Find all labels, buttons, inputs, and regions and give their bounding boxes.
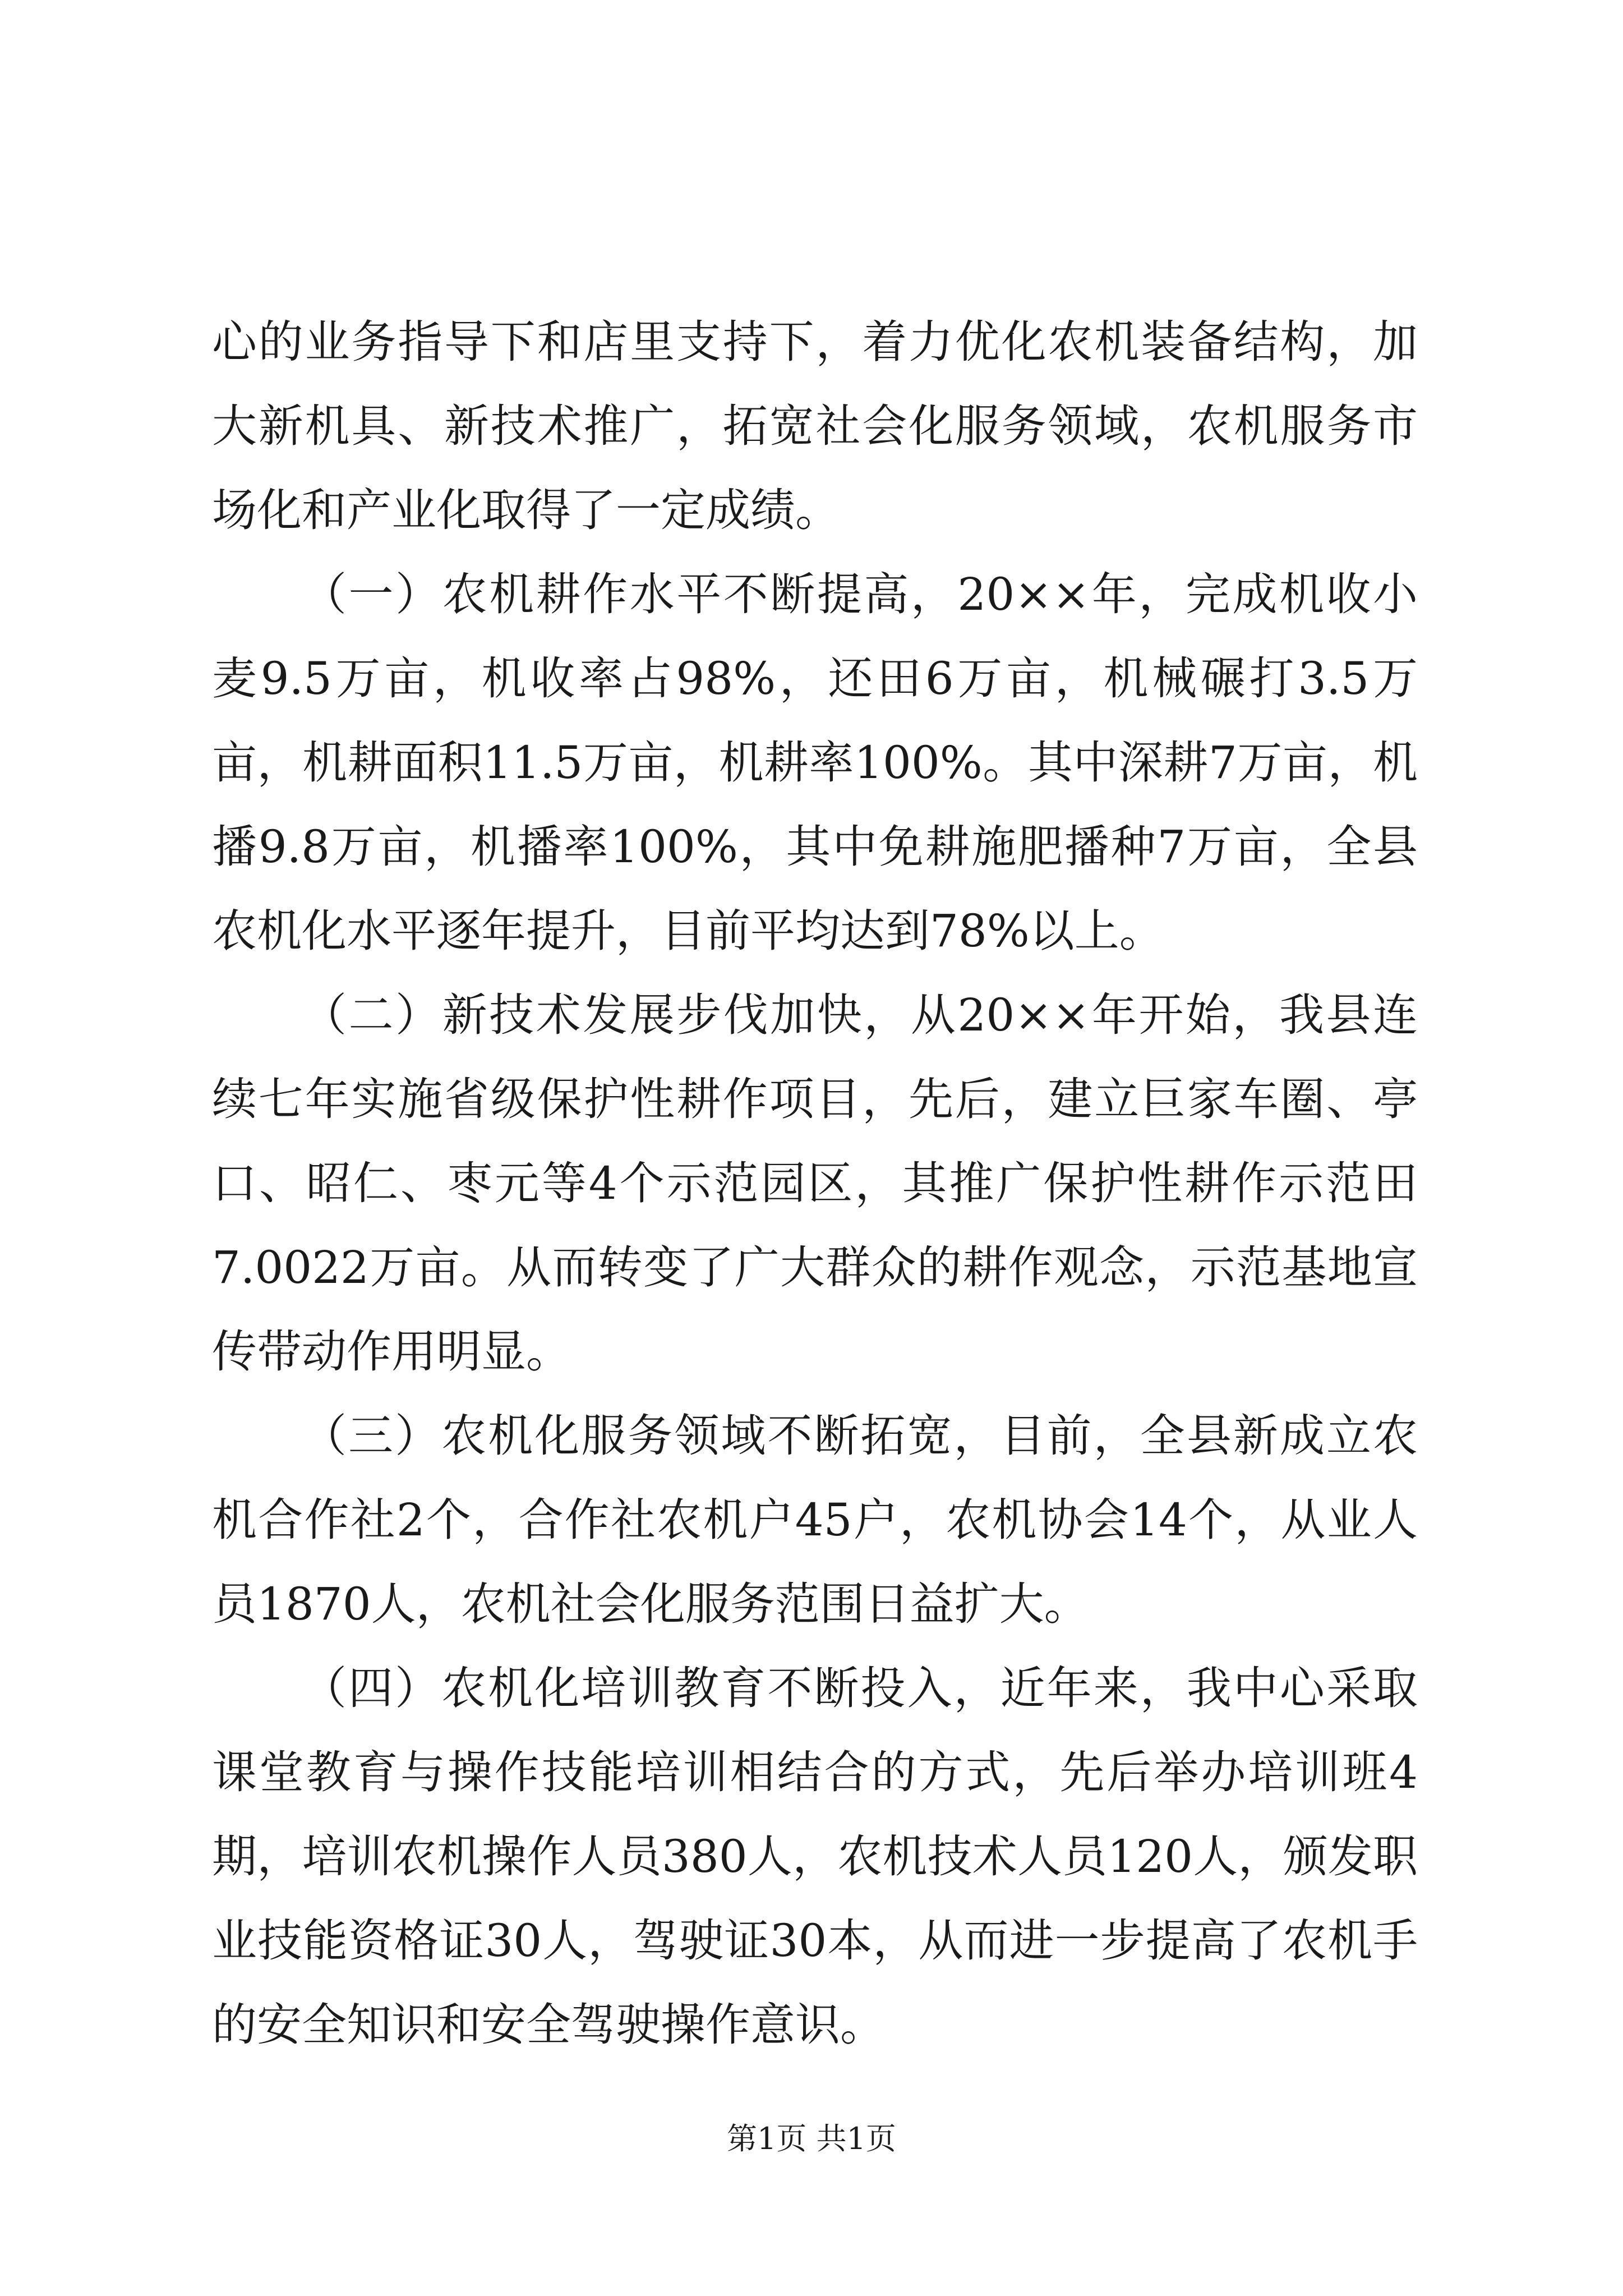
paragraph-section-3: （三）农机化服务领域不断拓宽，目前，全县新成立农机合作社2个，合作社农机户45户，农机协会14个，从业人员1870人，农机社会化服务范围日益扩大。 <box>212 1410 1418 1630</box>
document-body <box>212 300 1418 2067</box>
paragraph-section-4: （四）农机化培训教育不断投入，近年来，我中心采取课堂教育与操作技能培训相结合的方式，先后举办培训班4期，培训农机操作人员380人，农机技术人员120人，颁发职业技能资格证30人，驾驶证30本，从而进一步提高了农机手的安全知识和安全驾驶操作意识。 <box>212 1662 1418 2051</box>
paragraph-section-2: （二）新技术发展步伐加快，从20××年开始，我县连续七年实施省级保护性耕作项目，先后，建立巨家车圈、亭口、昭仁、枣元等4个示范园区，其推广保护性耕作示范田7.0022万亩。从而转变了广大群众的耕作观念，示范基地宣传带动作用明显。 <box>212 989 1418 1378</box>
page-footer: 第1页 共1页 <box>727 2121 896 2156</box>
paragraph-continuation: 心的业务指导下和店里支持下，着力优化农机装备结构，加大新机具、新技术推广，拓宽社会化服务领域，农机服务市场化和产业化取得了一定成绩。 <box>212 316 1418 536</box>
paragraph-section-1: （一）农机耕作水平不断提高，20××年，完成机收小麦9.5万亩，机收率占98%，还田6万亩，机械碾打3.5万亩，机耕面积11.5万亩，机耕率100%。其中深耕7万亩，机播9.8万亩，机播率100%，其中免耕施肥播种7万亩，全县农机化水平逐年提升，目前平均达到78%以上。 <box>212 568 1418 957</box>
